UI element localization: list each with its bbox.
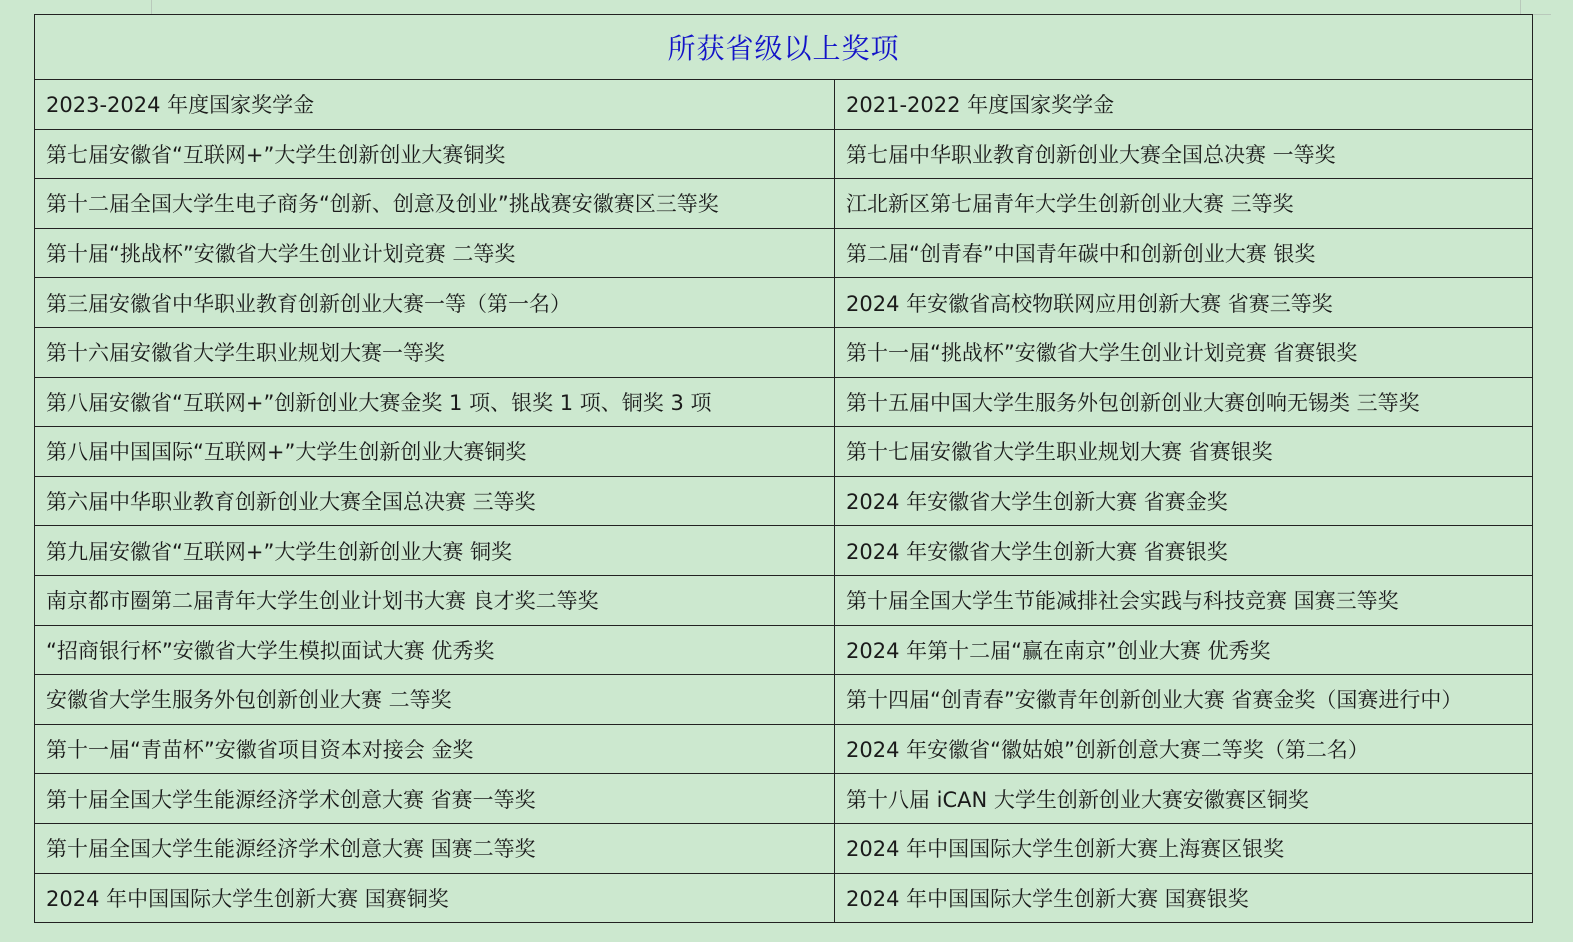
award-cell-left: 第八届安徽省“互联网+”创新创业大赛金奖 1 项、银奖 1 项、铜奖 3 项 — [35, 377, 835, 427]
award-cell-left: 第九届安徽省“互联网+”大学生创新创业大赛 铜奖 — [35, 526, 835, 576]
award-cell-right: 第十五届中国大学生服务外包创新创业大赛创响无锡类 三等奖 — [835, 377, 1533, 427]
award-cell-left: 第十届全国大学生能源经济学术创意大赛 省赛一等奖 — [35, 774, 835, 824]
award-cell-right: 江北新区第七届青年大学生创新创业大赛 三等奖 — [835, 179, 1533, 229]
award-cell-right: 2021-2022 年度国家奖学金 — [835, 80, 1533, 130]
award-cell-right: 2024 年第十二届“赢在南京”创业大赛 优秀奖 — [835, 625, 1533, 675]
award-cell-left: 第十六届安徽省大学生职业规划大赛一等奖 — [35, 327, 835, 377]
award-cell-left: 第八届中国国际“互联网+”大学生创新创业大赛铜奖 — [35, 427, 835, 477]
award-cell-right: 2024 年中国国际大学生创新大赛 国赛银奖 — [835, 873, 1533, 923]
table-row — [35, 427, 1533, 477]
award-cell-left: 2024 年中国国际大学生创新大赛 国赛铜奖 — [35, 873, 835, 923]
table-row — [35, 675, 1533, 725]
award-cell-left: 第六届中华职业教育创新创业大赛全国总决赛 三等奖 — [35, 476, 835, 526]
award-cell-left: 南京都市圈第二届青年大学生创业计划书大赛 良才奖二等奖 — [35, 575, 835, 625]
award-cell-right: 2024 年安徽省大学生创新大赛 省赛金奖 — [835, 476, 1533, 526]
award-cell-right: 第二届“创青春”中国青年碳中和创新创业大赛 银奖 — [835, 228, 1533, 278]
page-corner-mark-left — [115, 0, 152, 15]
table-row — [35, 823, 1533, 873]
award-cell-right: 第十八届 iCAN 大学生创新创业大赛安徽赛区铜奖 — [835, 774, 1533, 824]
award-cell-right: 第十届全国大学生节能减排社会实践与科技竞赛 国赛三等奖 — [835, 575, 1533, 625]
table-row — [35, 526, 1533, 576]
award-cell-left: 第十一届“青苗杯”安徽省项目资本对接会 金奖 — [35, 724, 835, 774]
table-row — [35, 327, 1533, 377]
table-row — [35, 179, 1533, 229]
awards-table — [34, 14, 1533, 923]
award-cell-right: 2024 年安徽省“徽姑娘”创新创意大赛二等奖（第二名） — [835, 724, 1533, 774]
table-row — [35, 774, 1533, 824]
table-row — [35, 625, 1533, 675]
award-cell-left: 安徽省大学生服务外包创新创业大赛 二等奖 — [35, 675, 835, 725]
award-cell-left: 第十二届全国大学生电子商务“创新、创意及创业”挑战赛安徽赛区三等奖 — [35, 179, 835, 229]
table-row — [35, 724, 1533, 774]
award-cell-right: 第十一届“挑战杯”安徽省大学生创业计划竞赛 省赛银奖 — [835, 327, 1533, 377]
table-row — [35, 377, 1533, 427]
table-row — [35, 278, 1533, 328]
award-cell-right: 2024 年中国国际大学生创新大赛上海赛区银奖 — [835, 823, 1533, 873]
awards-table-body — [35, 15, 1533, 923]
table-title-row — [35, 15, 1533, 80]
award-cell-left: “招商银行杯”安徽省大学生模拟面试大赛 优秀奖 — [35, 625, 835, 675]
table-row — [35, 228, 1533, 278]
award-cell-right: 2024 年安徽省大学生创新大赛 省赛银奖 — [835, 526, 1533, 576]
table-title: 所获省级以上奖项 — [35, 15, 1533, 80]
award-cell-left: 第十届全国大学生能源经济学术创意大赛 国赛二等奖 — [35, 823, 835, 873]
award-cell-left: 2023-2024 年度国家奖学金 — [35, 80, 835, 130]
award-cell-left: 第十届“挑战杯”安徽省大学生创业计划竞赛 二等奖 — [35, 228, 835, 278]
table-row — [35, 873, 1533, 923]
award-cell-left: 第七届安徽省“互联网+”大学生创新创业大赛铜奖 — [35, 129, 835, 179]
page-corner-mark-right — [1520, 0, 1551, 15]
table-row — [35, 129, 1533, 179]
award-cell-right: 第十七届安徽省大学生职业规划大赛 省赛银奖 — [835, 427, 1533, 477]
award-cell-right: 第七届中华职业教育创新创业大赛全国总决赛 一等奖 — [835, 129, 1533, 179]
table-row — [35, 476, 1533, 526]
award-cell-right: 2024 年安徽省高校物联网应用创新大赛 省赛三等奖 — [835, 278, 1533, 328]
table-row — [35, 575, 1533, 625]
award-cell-right: 第十四届“创青春”安徽青年创新创业大赛 省赛金奖（国赛进行中） — [835, 675, 1533, 725]
table-row — [35, 80, 1533, 130]
award-cell-left: 第三届安徽省中华职业教育创新创业大赛一等（第一名） — [35, 278, 835, 328]
